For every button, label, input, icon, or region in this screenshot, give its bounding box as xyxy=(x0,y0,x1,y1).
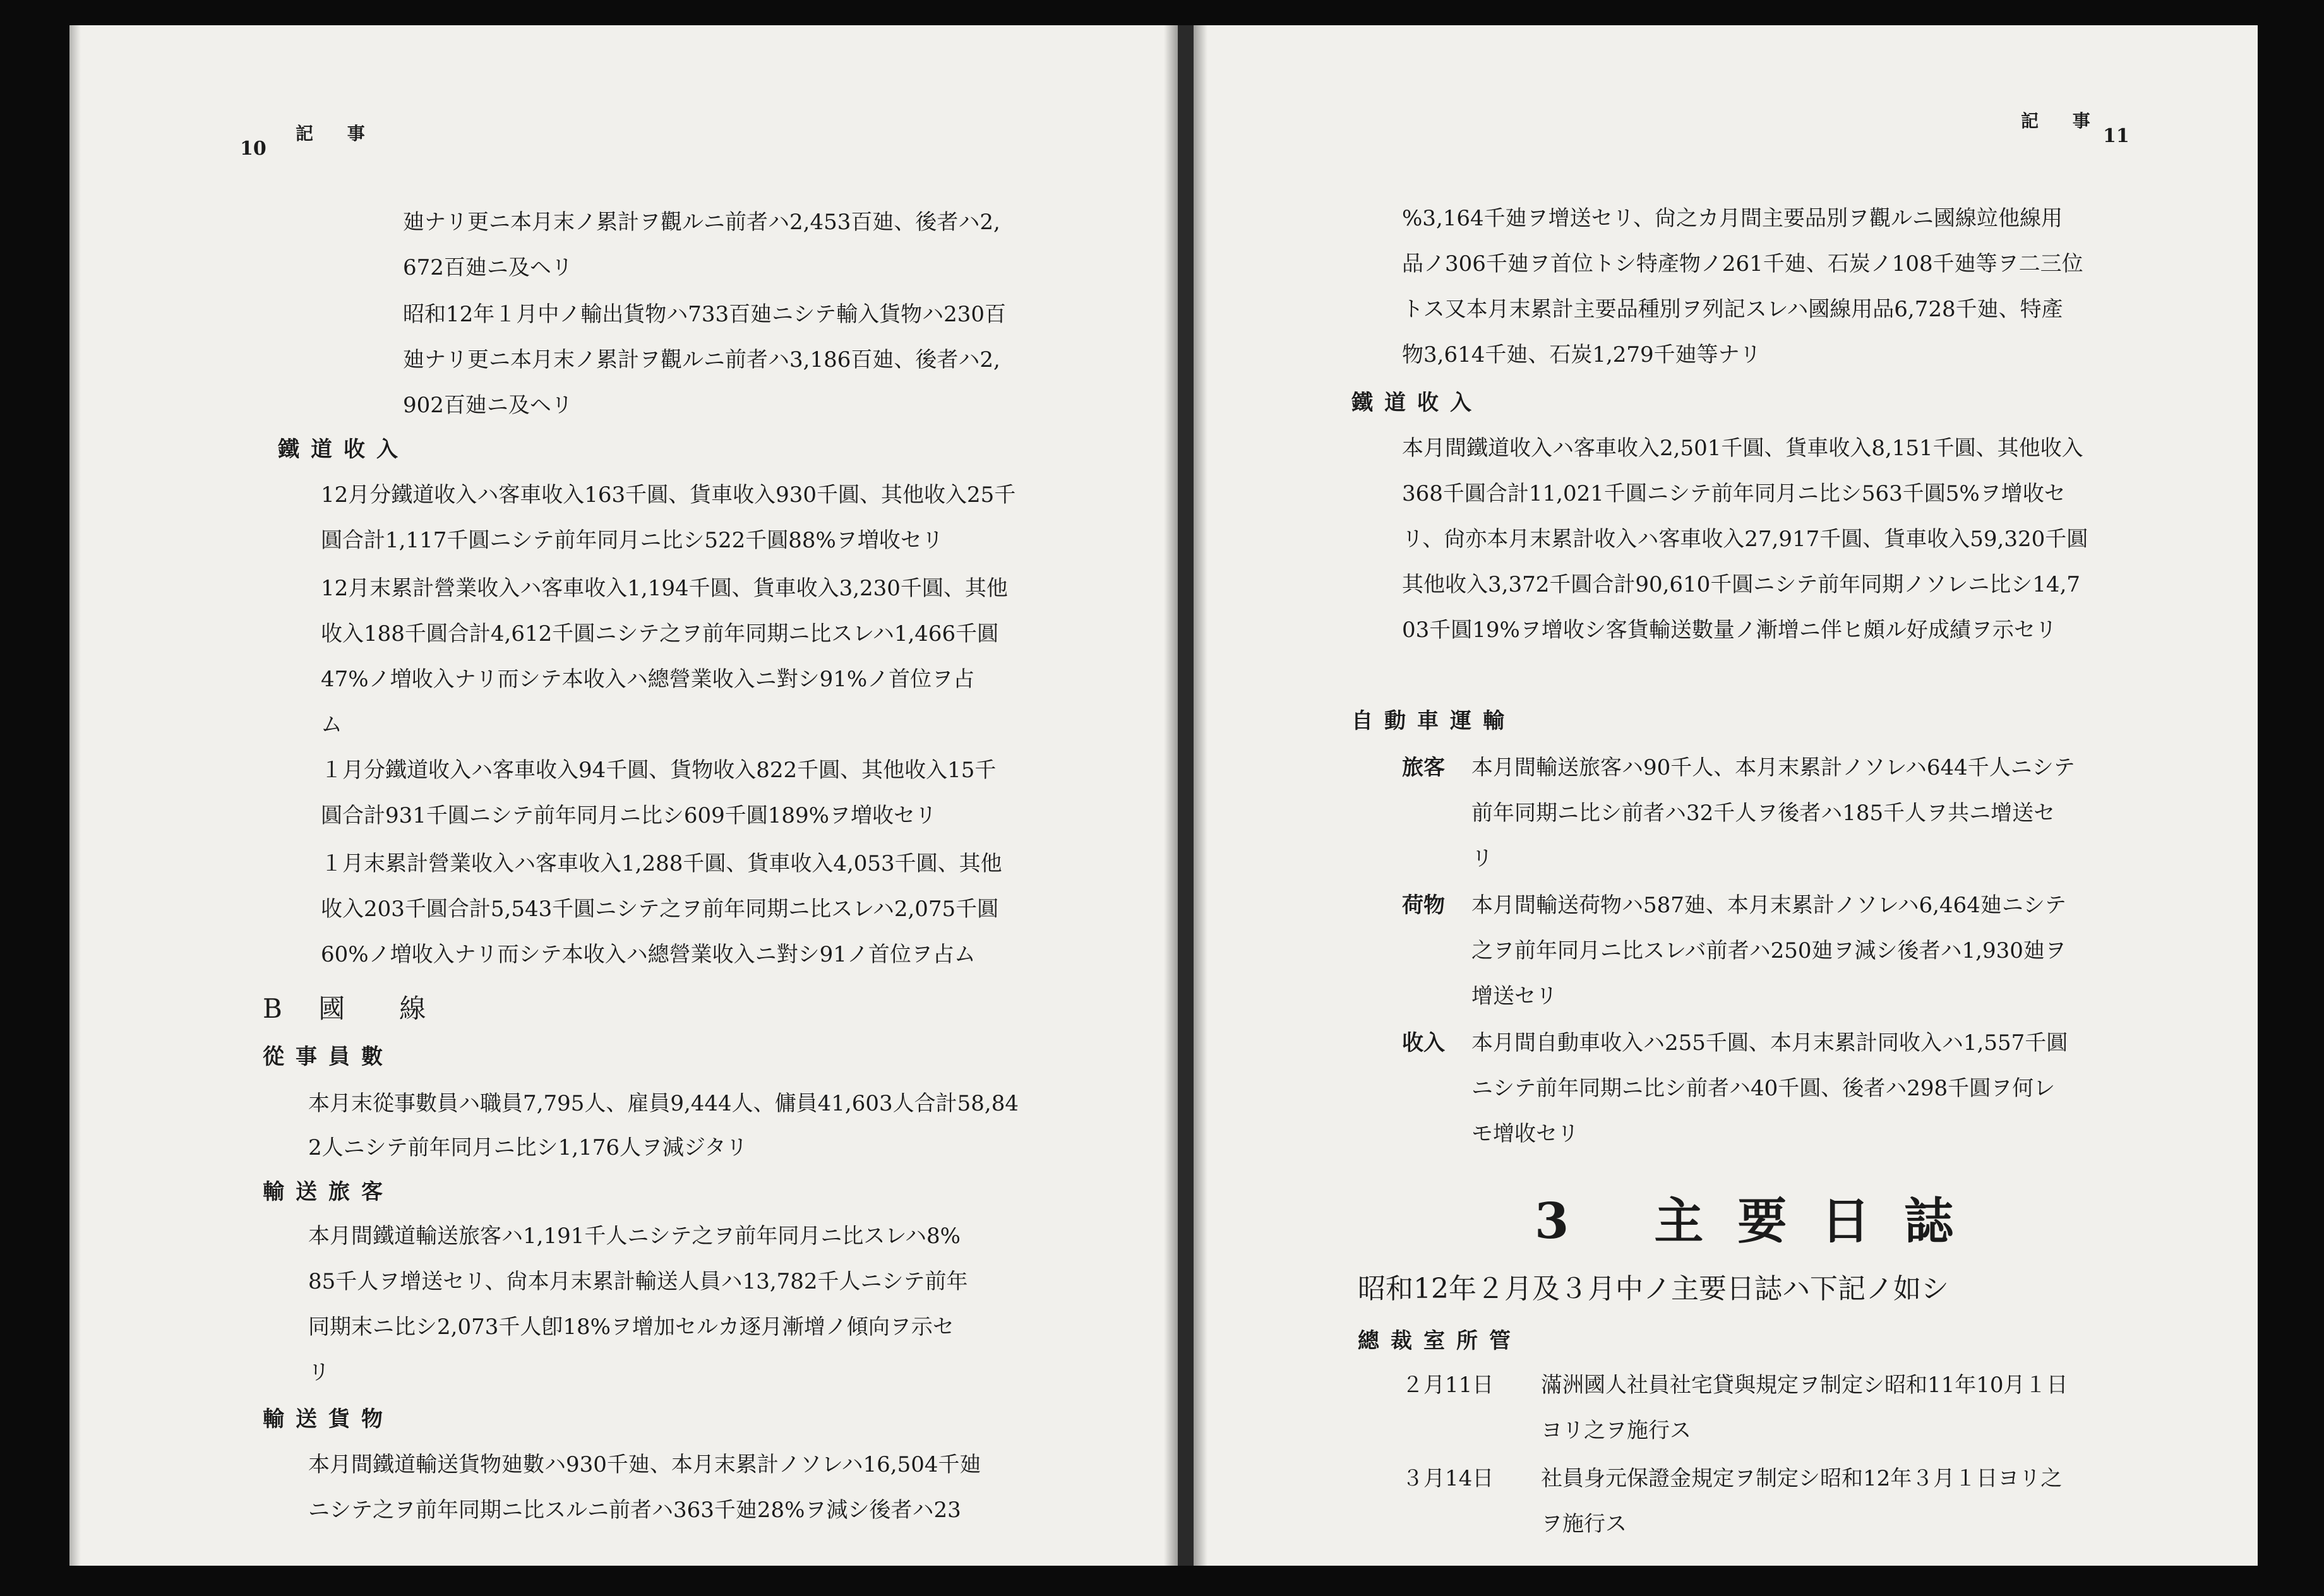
text-line: 60%ノ増收入ナリ而シテ本收入ハ總營業收入ニ對シ91ノ首位ヲ占ム xyxy=(321,942,976,967)
text-line: 其他收入3,372千圓合計90,610千圓ニシテ前年同期ノソレニ比シ14,7 xyxy=(1402,572,2081,597)
section-heading: 輸送貨物 xyxy=(263,1407,394,1432)
section-heading: 總裁室所管 xyxy=(1358,1328,1522,1354)
text-line: 本月末從事數員ハ職員7,795人、雇員9,444人、傭員41,603人合計58,84 xyxy=(308,1091,1019,1116)
section-heading: 鐵道收入 xyxy=(1351,390,1483,415)
left-page xyxy=(69,25,1178,1566)
right-page xyxy=(1194,25,2258,1566)
text-line: 收入203千圓合計5,543千圓ニシテ之ヲ前年同期ニ比スレハ2,075千圓 xyxy=(321,896,999,922)
item-label: 旅客 xyxy=(1402,755,1445,780)
diary-date: ３月14日 xyxy=(1402,1466,1494,1491)
section-heading: 鐵道收入 xyxy=(278,437,409,462)
text-line: 本月間鐵道輸送貨物廸數ハ930千廸、本月末累計ノソレハ16,504千廸 xyxy=(308,1452,981,1477)
text-line: 本月間鐵道收入ハ客車收入2,501千圓、貨車收入8,151千圓、其他收入 xyxy=(1402,436,2083,461)
text-line: 前年同期ニ比シ前者ハ32千人ヲ後者ハ185千人ヲ共ニ增送セ xyxy=(1471,801,2056,826)
page-number: 11 xyxy=(2103,125,2129,147)
page-number: 10 xyxy=(240,138,267,160)
diary-date: ２月11日 xyxy=(1402,1373,1494,1398)
page-edge-shadow xyxy=(69,25,81,1566)
running-header: 記 事 xyxy=(2021,110,2104,131)
text-line: 滿洲國人社員社宅貸與規定ヲ制定シ昭和11年10月１日 xyxy=(1541,1373,2068,1398)
text-line: １月分鐵道收入ハ客車收入94千圓、貨物收入822千圓、其他收入15千 xyxy=(321,758,997,783)
text-line: トス又本月末累計主要品種別ヲ列記スレハ國線用品6,728千廸、特產 xyxy=(1402,297,2063,322)
text-line: %3,164千廸ヲ增送セリ、尙之カ月間主要品別ヲ觀ルニ國線竝他線用 xyxy=(1402,206,2063,231)
text-line: ム xyxy=(321,712,342,737)
text-line: 03千圓19%ヲ增收シ客貨輸送數量ノ漸增ニ伴ヒ頗ル好成績ヲ示セリ xyxy=(1402,617,2057,643)
text-line: 昭和12年１月中ノ輸出貨物ハ733百廸ニシテ輸入貨物ハ230百 xyxy=(403,302,1007,327)
diary-intro: 昭和12年２月及３月中ノ主要日誌ハ下記ノ如シ xyxy=(1358,1273,1949,1305)
section-heading: 輸送旅客 xyxy=(263,1179,394,1205)
section-b-title: B 國 線 xyxy=(263,993,440,1024)
text-line: リ xyxy=(308,1360,330,1385)
text-line: 12月末累計營業收入ハ客車收入1,194千圓、貨車收入3,230千圓、其他 xyxy=(321,576,1008,601)
text-line: 2人ニシテ前年同月ニ比シ1,176人ヲ減ジタリ xyxy=(308,1135,748,1160)
text-line: 本月間自動車收入ハ255千圓、本月末累計同收入ハ1,557千圓 xyxy=(1471,1030,2068,1056)
item-label: 收入 xyxy=(1402,1030,1445,1056)
text-line: 圓合計1,117千圓ニシテ前年同月ニ比シ522千圓88%ヲ増收セリ xyxy=(321,528,943,553)
text-line: 同期末ニ比シ2,073千人卽18%ヲ增加セルカ逐月漸增ノ傾向ヲ示セ xyxy=(308,1314,954,1340)
text-line: 廸ナリ更ニ本月末ノ累計ヲ觀ルニ前者ハ2,453百廸、後者ハ2, xyxy=(403,210,1000,235)
text-line: 增送セリ xyxy=(1471,984,1557,1009)
text-line: 品ノ306千廸ヲ首位トシ特產物ノ261千廸、石炭ノ108千廸等ヲ二三位 xyxy=(1402,251,2083,277)
text-line: 本月間鐵道輸送旅客ハ1,191千人ニシテ之ヲ前年同月ニ比スレハ8% xyxy=(308,1224,961,1249)
text-line: リ、尙亦本月末累計收入ハ客車收入27,917千圓、貨車收入59,320千圓 xyxy=(1402,527,2088,552)
text-line: 社員身元保證金規定ヲ制定シ昭和12年３月１日ヨリ之 xyxy=(1541,1466,2063,1491)
text-line: 本月間輸送荷物ハ587廸、本月末累計ノソレハ6,464廸ニシテ xyxy=(1471,893,2066,918)
text-line: ニシテ之ヲ前年同期ニ比スルニ前者ハ363千廸28%ヲ減シ後者ハ23 xyxy=(308,1498,961,1523)
text-line: 本月間輸送旅客ハ90千人、本月末累計ノソレハ644千人ニシテ xyxy=(1471,755,2075,780)
text-line: 672百廸ニ及ヘリ xyxy=(403,255,573,280)
item-label: 荷物 xyxy=(1402,893,1445,918)
gutter-shadow xyxy=(1194,25,1207,1566)
text-line: 收入188千圓合計4,612千圓ニシテ之ヲ前年同期ニ比スレハ1,466千圓 xyxy=(321,621,999,646)
gutter-shadow xyxy=(1164,25,1178,1566)
text-line: 圓合計931千圓ニシテ前年同月ニ比シ609千圓189%ヲ増收セリ xyxy=(321,803,937,828)
text-line: 902百廸ニ及ヘリ xyxy=(403,393,573,418)
text-line: ヨリ之ヲ施行ス xyxy=(1541,1418,1691,1443)
text-line: 廸ナリ更ニ本月末ノ累計ヲ觀ルニ前者ハ3,186百廸、後者ハ2, xyxy=(403,347,1000,372)
running-header: 記 事 xyxy=(296,123,379,144)
text-line: ニシテ前年同期ニ比シ前者ハ40千圓、後者ハ298千圓ヲ何レ xyxy=(1471,1076,2056,1101)
text-line: 85千人ヲ增送セリ、尙本月末累計輸送人員ハ13,782千人ニシテ前年 xyxy=(308,1269,968,1294)
section-heading: 自動車運輸 xyxy=(1351,708,1516,734)
text-line: モ增收セリ xyxy=(1471,1121,1579,1146)
section-heading: 從事員數 xyxy=(263,1044,394,1069)
text-line: 之ヲ前年同月ニ比スレバ前者ハ250廸ヲ減シ後者ハ1,930廸ヲ xyxy=(1471,938,2066,963)
text-line: ヲ施行ス xyxy=(1541,1511,1627,1537)
text-line: １月末累計營業收入ハ客車收入1,288千圓、貨車收入4,053千圓、其他 xyxy=(321,851,1002,876)
text-line: 368千圓合計11,021千圓ニシテ前年同月ニ比シ563千圓5%ヲ增收セ xyxy=(1402,481,2066,506)
book-gutter xyxy=(1178,25,1194,1566)
text-line: 12月分鐵道收入ハ客車收入163千圓、貨車收入930千圓、其他收入25千 xyxy=(321,482,1016,508)
text-line: 物3,614千廸、石炭1,279千廸等ナリ xyxy=(1402,342,1761,367)
text-line: 47%ノ増收入ナリ而シテ本收入ハ總營業收入ニ對シ91%ノ首位ヲ占 xyxy=(321,667,975,692)
text-line: リ xyxy=(1471,846,1493,871)
diary-title: 3 主要日誌 xyxy=(1535,1193,1988,1250)
